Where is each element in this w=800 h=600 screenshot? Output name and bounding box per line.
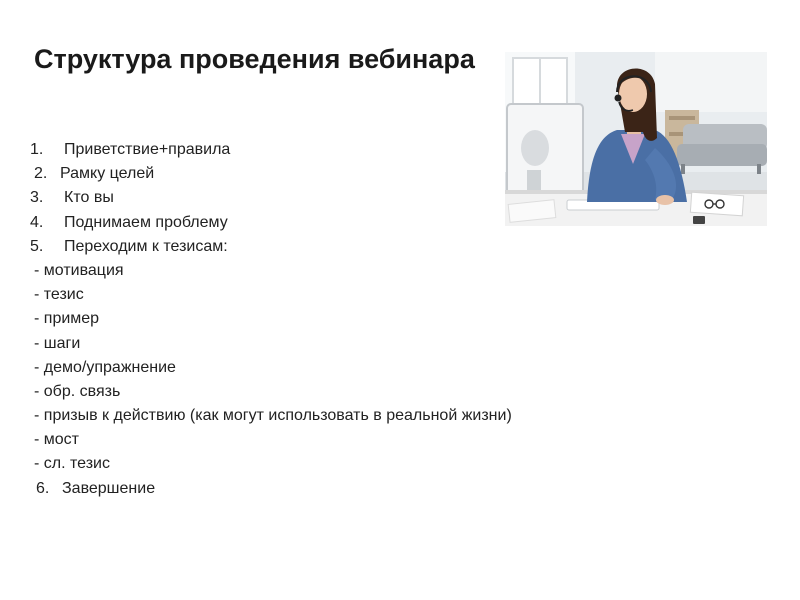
list-item-text: Рамку целей [60, 165, 155, 183]
sub-item [0, 380, 780, 404]
sub-item-text: - обр. связь [34, 382, 121, 400]
sub-item-text: - пример [34, 310, 100, 328]
list-item [0, 235, 780, 259]
list-number: 1. [30, 141, 44, 158]
list-item-text: Приветствие+правила [64, 141, 231, 158]
list-item-text: Кто вы [64, 189, 114, 207]
list-number: 6. [36, 479, 50, 497]
list-item-text: Переходим к тезисам: [64, 237, 228, 255]
sub-item [0, 356, 780, 380]
sub-item-text: - тезис [34, 286, 84, 304]
sub-item [0, 332, 780, 356]
sub-item [0, 307, 780, 331]
sub-item [0, 428, 780, 452]
slide-title: Структура проведения вебинара [34, 44, 475, 74]
list-item-text: Поднимаем проблему [64, 213, 228, 231]
sub-item-text: - мост [34, 431, 79, 449]
sub-item-text: - мотивация [34, 261, 124, 279]
sub-item [0, 259, 780, 283]
list-item [0, 477, 780, 501]
list-number: 5. [30, 237, 44, 255]
photo-woman-at-computer [505, 52, 767, 226]
sub-item-text: - шаги [34, 334, 81, 352]
sub-item-text: - демо/упражнение [34, 358, 176, 376]
list-number: 3. [30, 189, 44, 207]
sub-item [0, 404, 780, 428]
list-number: 2. [34, 165, 48, 183]
sub-item-text: - сл. тезис [34, 455, 110, 473]
list-number: 4. [30, 213, 44, 231]
woman-at-computer-illustration [505, 52, 767, 226]
sub-item [0, 452, 780, 476]
list-item-text: Завершение [62, 479, 156, 497]
sub-item-text: - призыв к действию (как могут использовать в реальной жизни) [34, 407, 512, 425]
sub-item [0, 283, 780, 307]
